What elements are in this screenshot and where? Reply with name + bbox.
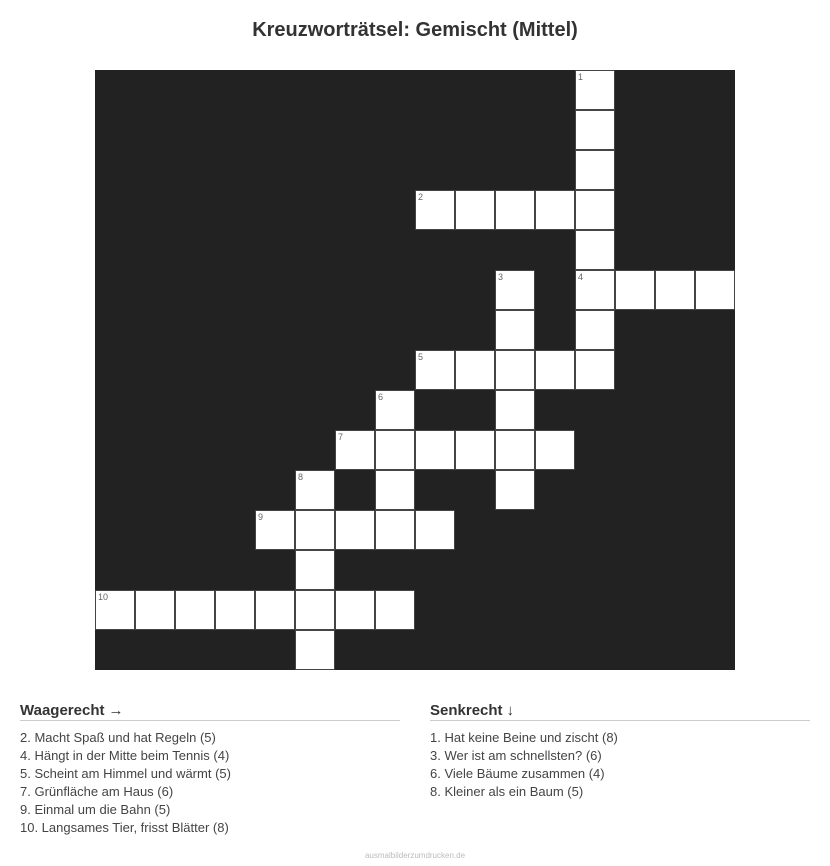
grid-cell[interactable] (615, 270, 655, 310)
down-clue: 8. Kleiner als ein Baum (5) (430, 784, 584, 799)
grid-cell[interactable] (375, 470, 415, 510)
across-heading (20, 702, 400, 721)
across-clue: 4. Hängt in der Mitte beim Tennis (4) (20, 748, 230, 763)
grid-cell[interactable] (455, 430, 495, 470)
clue-number: 2 (418, 192, 424, 202)
grid-cell[interactable] (455, 350, 495, 390)
down-clue: 1. Hat keine Beine und zischt (8) (430, 730, 618, 745)
grid-cell[interactable] (255, 590, 295, 630)
grid-cell[interactable] (575, 310, 615, 350)
across-clue: 2. Macht Spaß und hat Regeln (5) (20, 730, 216, 745)
grid-cell[interactable] (415, 430, 455, 470)
grid-cell[interactable] (335, 430, 375, 470)
clue-number: 9 (258, 512, 264, 522)
down-arrow-icon: ↓ (506, 702, 515, 719)
puzzle-title: Kreuzworträtsel: Gemischt (Mittel) (252, 19, 578, 41)
grid-cell[interactable] (175, 590, 215, 630)
grid-cell[interactable] (575, 70, 615, 110)
grid-cell[interactable] (415, 190, 455, 230)
clue-number: 7 (338, 432, 344, 442)
grid-cell[interactable] (415, 350, 455, 390)
grid-cell[interactable] (95, 590, 135, 630)
grid-cell[interactable] (415, 510, 455, 550)
grid-cell[interactable] (335, 510, 375, 550)
clue-number: 1 (578, 72, 584, 82)
across-clue: 10. Langsames Tier, frisst Blätter (8) (20, 820, 229, 835)
grid-cell[interactable] (375, 590, 415, 630)
grid-cell[interactable] (575, 350, 615, 390)
clue-number: 5 (418, 352, 424, 362)
grid-cell[interactable] (575, 230, 615, 270)
down-heading-label: Senkrecht (430, 702, 503, 719)
grid-cell[interactable] (495, 270, 535, 310)
grid-cell[interactable] (495, 350, 535, 390)
grid-cell[interactable] (695, 270, 735, 310)
grid-cell[interactable] (335, 590, 375, 630)
clue-number: 10 (98, 592, 109, 602)
grid-cell[interactable] (495, 310, 535, 350)
grid-cell[interactable] (135, 590, 175, 630)
grid-cell[interactable] (495, 190, 535, 230)
across-clue: 5. Scheint am Himmel und wärmt (5) (20, 766, 231, 781)
grid-cell[interactable] (295, 630, 335, 670)
grid-cell[interactable] (575, 270, 615, 310)
grid-cell[interactable] (535, 190, 575, 230)
grid-cell[interactable] (295, 470, 335, 510)
down-clue: 3. Wer ist am schnellsten? (6) (430, 748, 602, 763)
across-clue: 7. Grünfläche am Haus (6) (20, 784, 174, 799)
down-heading (430, 702, 810, 721)
grid-cell[interactable] (655, 270, 695, 310)
right-arrow-icon: → (108, 702, 124, 719)
grid-cell[interactable] (215, 590, 255, 630)
grid-cell[interactable] (295, 550, 335, 590)
down-clues-section (430, 702, 810, 801)
grid-cell[interactable] (375, 510, 415, 550)
grid-cell[interactable] (495, 430, 535, 470)
across-clues-section (20, 702, 400, 837)
grid-cell[interactable] (575, 150, 615, 190)
grid-cell[interactable] (495, 390, 535, 430)
grid-cell[interactable] (295, 510, 335, 550)
grid-cell[interactable] (535, 430, 575, 470)
grid-cell[interactable] (455, 190, 495, 230)
grid-cell[interactable] (255, 510, 295, 550)
grid-cell[interactable] (375, 390, 415, 430)
down-clue: 6. Viele Bäume zusammen (4) (430, 766, 605, 781)
clue-number: 6 (378, 392, 384, 402)
grid-cell[interactable] (535, 350, 575, 390)
grid-cell[interactable] (295, 590, 335, 630)
grid-cell[interactable] (575, 110, 615, 150)
grid-cell[interactable] (495, 470, 535, 510)
site-credit: ausmalbilderzumdrucken.de (364, 851, 466, 860)
grid-cell[interactable] (375, 430, 415, 470)
across-heading-label: Waagerecht (20, 702, 105, 719)
clue-number: 4 (578, 272, 584, 282)
crossword-grid (95, 70, 735, 670)
across-clue: 9. Einmal um die Bahn (5) (20, 802, 171, 817)
clue-number: 3 (498, 272, 504, 282)
clue-number: 8 (298, 472, 304, 482)
grid-cell[interactable] (575, 190, 615, 230)
